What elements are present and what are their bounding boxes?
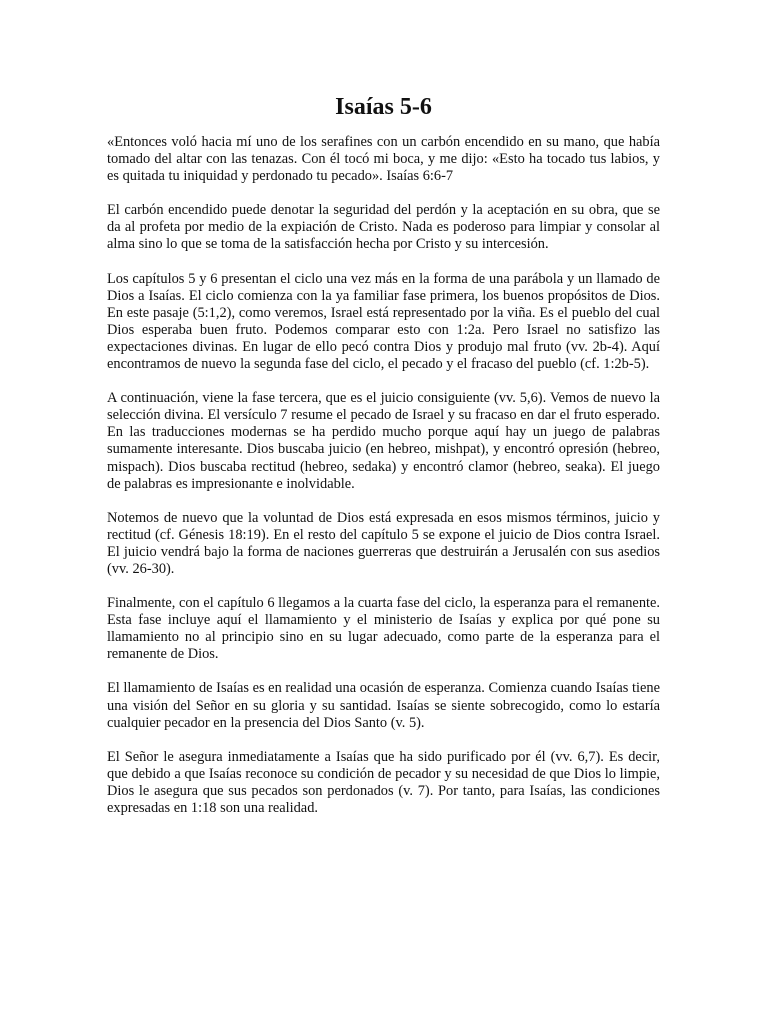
paragraph: El carbón encendido puede denotar la seguridad del perdón y la aceptación en su obra, que se da al profeta por medio de la expiación de Cristo. Nada es poderoso para limpiar y consolar al alma sino lo que se toma de la satisfacción hecha por Cristo y su intercesión. — [107, 202, 660, 253]
document-title: Isaías 5-6 — [335, 94, 432, 120]
paragraph: A continuación, viene la fase tercera, que es el juicio consiguiente (vv. 5,6). Vemos de nuevo la selección divina. El versículo 7 resume el pecado de Israel y su fracaso en dar el fruto esperado. En las traducciones modernas se ha perdido mucho porque aquí hay un juego de palabras sumamente interesante. Dios buscaba juicio (en hebreo, mishpat), y encontró opresión (hebreo, mispach). Dios buscaba rectitud (hebreo, sedaka) y encontró clamor (hebreo, seaka). El juego de palabras es impresionante e inolvidable. — [107, 390, 660, 492]
paragraph: Notemos de nuevo que la voluntad de Dios está expresada en esos mismos términos, juicio y rectitud (cf. Génesis 18:19). En el resto del capítulo 5 se expone el juicio de Dios contra Israel. El juicio vendrá bajo la forma de naciones guerreras que destruirán a Jerusalén con sus asedios (vv. 26-30). — [107, 509, 660, 577]
document-page — [107, 92, 660, 834]
paragraph: Finalmente, con el capítulo 6 llegamos a la cuarta fase del ciclo, la esperanza para el remanente. Esta fase incluye aquí el llamamiento y el ministerio de Isaías y explica por qué pone su llamamiento no al principio sino en su lugar adecuado, como parte de la esperanza para el remanente de Dios. — [107, 595, 660, 663]
paragraph: El Señor le asegura inmediatamente a Isaías que ha sido purificado por él (vv. 6,7). Es decir, que debido a que Isaías reconoce su condición de pecador y su necesidad de que Dios lo limpie, Dios le asegura que sus pecados son perdonados (v. 7). Por tanto, para Isaías, las condiciones expresadas en 1:18 son una realidad. — [107, 748, 660, 816]
paragraph: El llamamiento de Isaías es en realidad una ocasión de esperanza. Comienza cuando Isaías tiene una visión del Señor en su gloria y su santidad. Isaías se siente sobrecogido, como lo estaría cualquier pecador en la presencia del Dios Santo (v. 5). — [107, 680, 660, 731]
paragraph: Los capítulos 5 y 6 presentan el ciclo una vez más en la forma de una parábola y un llamado de Dios a Isaías. El ciclo comienza con la ya familiar fase primera, los buenos propósitos de Dios. En este pasaje (5:1,2), como veremos, Israel está representado por la viña. Es el pueblo del cual Dios esperaba buen fruto. Podemos comparar esto con 1:2a. Pero Israel no satisfizo las expectaciones divinas. En lugar de ello pecó contra Dios y produjo mal fruto (vv. 2b-4). Aquí encontramos de nuevo la segunda fase del ciclo, el pecado y el fracaso del pueblo (cf. 1:2b-5). — [107, 270, 660, 373]
paragraph-quote: «Entonces voló hacia mí uno de los serafines con un carbón encendido en su mano, que había tomado del altar con las tenazas. Con él tocó mi boca, y me dijo: «Esto ha tocado tus labios, y es quitada tu iniquidad y perdonado tu pecado». Isaías 6:6-7 — [107, 134, 660, 185]
